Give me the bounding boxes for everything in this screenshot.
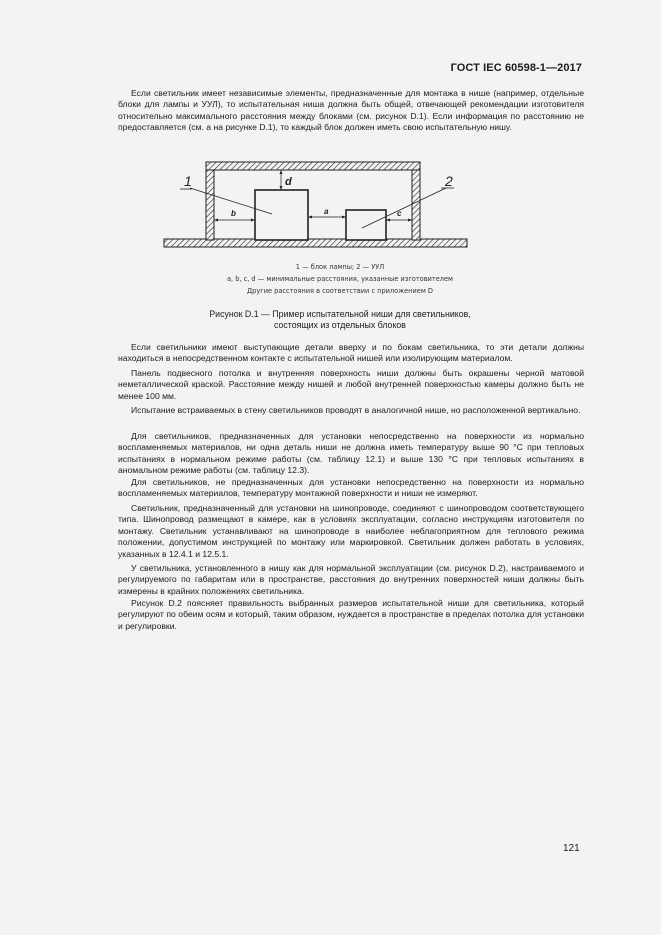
control-gear-block [346,210,386,240]
figure-title-line-1: Рисунок D.1 — Пример испытательной ниши для светильников, [209,309,471,319]
lamp-block [255,190,308,240]
label-a: a [324,207,329,216]
label-1: 1 [184,173,192,189]
label-d: d [285,176,292,188]
intro-paragraph: Если светильник имеет независимые элементы, предназначенные для монтажа в нише (например, отдельные блоки для лампы и УУЛ), то испытательная ниша должна быть общей, отвечающей рекомендации изготовителя относительно максимального расстояния между блоками (см. рисунок D.1). Если информация по расстоянию не предоставляется (см. a на рисунке D.1), то каждый блок должен иметь свою испытательную нишу. [118,88,584,133]
paragraph: Панель подвесного потолка и внутренняя поверхность ниши должны быть окрашены черной матовой неметаллической краской. Расстояние между нишей и любой внутренней поверхностью камеры должно быть не менее 100 мм. [118,368,584,401]
niche-top-wall [206,162,420,170]
figure-legend-line-3: Другие расстояния в соответствии с приложением D [247,287,433,295]
figure-d1-diagram [150,160,530,255]
niche-left-wall [206,167,214,240]
paragraph: Испытание встраиваемых в стену светильников проводят в аналогичной нише, но расположенной вертикально. [131,405,581,415]
figure-title-line-2: состоящих из отдельных блоков [274,320,406,330]
paragraph: Светильник, предназначенный для установки на шинопроводе, соединяют с шинопроводом соответствующего типа. Шинопровод размещают в камере, как в условиях эксплуатации, согласно инструкциям изготовителя по монтажу. Светильник устанавливают на шинопроводе в наиболее неблагоприятном для теплового режима положении, допустимом инструкцией по монтажу или маркировкой. Светильник должен работать в условиях, указанных в 12.4.1 и 12.5.1. [118,503,584,559]
paragraph: Для светильников, предназначенных для установки непосредственно на поверхности из нормально воспламеняемых материалов, ни одна деталь ниши не должна иметь температуру выше 90 °С при тепловых испытаниях в нормальном режиме работы (см. таблицу 12.1) и выше 130 °С при тепловых испытаниях в аномальном режиме работы (см. таблицу 12.3). [118,431,584,476]
figure-legend-line-2: a, b, c, d — минимальные расстояния, указанные изготовителем [226,275,454,283]
page-number: 121 [563,843,580,854]
paragraph: Для светильников, не предназначенных для установки непосредственно на поверхности из нормально воспламеняемых материалов, температуру монтажной поверхности и ниши не измеряют. [118,477,584,499]
paragraph: У светильника, установленного в нишу как для нормальной эксплуатации (см. рисунок D.2), настраиваемого и регулируемого по габаритам или в пространстве, расстояния до внутренних поверхностей ниши должны быть измерены в крайних положениях светильника. [118,563,584,596]
leader-2 [362,188,446,228]
paragraph: Если светильники имеют выступающие детали вверху и по бокам светильника, то эти детали должны находиться в непосредственном контакте с испытательной нишей или изолирующим материалом. [118,342,584,364]
label-c: c [397,209,402,218]
standard-header: ГОСТ IEC 60598-1—2017 [450,62,582,74]
label-2: 2 [445,173,453,189]
label-b: b [231,209,236,218]
figure-legend-line-1: 1 — блок лампы; 2 — УУЛ [295,263,385,271]
paragraph: Рисунок D.2 поясняет правильность выбранных размеров испытательной ниши для светильника, который регулируют по обеим осям и который, таким образом, нуждается в пространстве в пределах потолка для установки и регулировки. [118,598,584,631]
